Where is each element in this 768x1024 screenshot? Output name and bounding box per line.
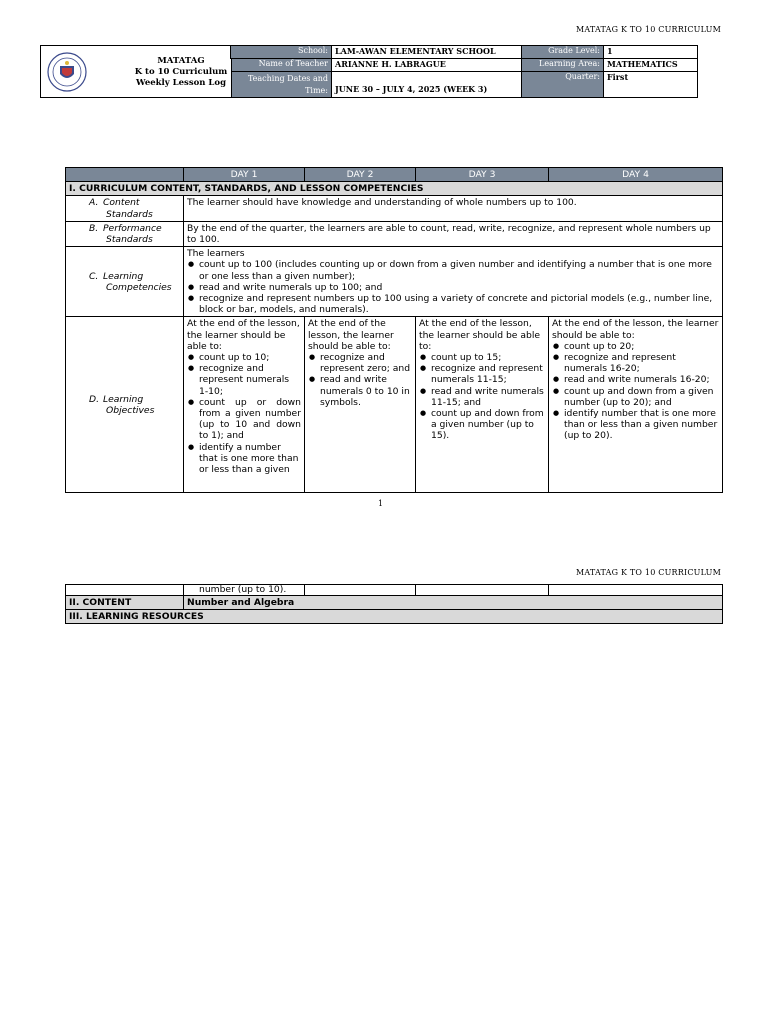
section-1-row: [66, 182, 723, 196]
list-item: ● count up or down from a given number (up to 10 and down to 1); and: [187, 397, 301, 442]
continued-blank-4: [549, 585, 723, 596]
objectives-label-1: Learning: [103, 393, 144, 405]
objectives-row: [66, 317, 723, 493]
title-line-3: Weekly Lesson Log: [135, 78, 227, 88]
competencies-label: [66, 247, 184, 317]
day-3-objectives: [416, 317, 549, 493]
day-4-list: [552, 341, 719, 442]
quarter-label: Quarter:: [521, 71, 604, 98]
competencies-intro: The learners: [187, 248, 245, 260]
page-number: 1: [378, 499, 384, 508]
deped-seal-icon: [47, 52, 87, 92]
list-item: ● recognize and represent zero; and: [308, 352, 412, 374]
day-4-header: DAY 4: [549, 168, 723, 182]
content-row: [66, 596, 723, 610]
school-value: LAM-AWAN ELEMENTARY SCHOOL: [331, 45, 522, 59]
day-1-header: DAY 1: [184, 168, 305, 182]
school-label: School:: [230, 45, 332, 59]
day-3-list: [419, 352, 545, 442]
dates-value: JUNE 30 – JULY 4, 2025 (WEEK 3): [331, 71, 522, 98]
teacher-value: ARIANNE H. LABRAGUE: [331, 58, 522, 72]
performance-standards-row: [66, 221, 723, 246]
section-1-title: I. CURRICULUM CONTENT, STANDARDS, AND LESSON COMPETENCIES: [66, 182, 723, 196]
grade-value: 1: [603, 45, 698, 59]
continued-row: [66, 585, 723, 596]
competencies-row: [66, 247, 723, 317]
continued-blank: [66, 585, 184, 596]
performance-standards-letter: B.: [89, 222, 99, 234]
lesson-log-header: [40, 45, 698, 98]
day-4-intro: At the end of the lesson, the learner should be able to:: [552, 318, 719, 341]
title-line-1: MATATAG: [157, 56, 205, 66]
continued-blank-3: [416, 585, 549, 596]
competencies-text: [184, 247, 723, 317]
content-standards-label-2: Standards: [106, 208, 153, 220]
list-item: ● count up to 100 (includes counting up or down from a given number and identifying a number that is one more or one less than a given number);: [187, 259, 719, 281]
area-value: MATHEMATICS: [603, 58, 698, 72]
objectives-label: [66, 317, 184, 493]
content-value: Number and Algebra: [184, 596, 723, 610]
performance-standards-label: [66, 221, 184, 246]
dates-label-line-2: Time:: [305, 86, 328, 95]
day-2-intro: At the end of the lesson, the learner should be able to:: [308, 318, 394, 352]
list-item: ● recognize and represent numbers up to 100 using a variety of concrete and pictorial models (e.g., number line, block or bar, models, and numerals).: [187, 293, 719, 315]
performance-standards-label-2: Standards: [106, 234, 153, 246]
competencies-letter: C.: [89, 270, 99, 282]
content-label: II. CONTENT: [66, 596, 184, 610]
day-3-header: DAY 3: [416, 168, 549, 182]
day-2-objectives: [305, 317, 416, 493]
day-1-list: [187, 352, 301, 475]
content-standards-letter: A.: [89, 197, 99, 209]
lesson-log-table: [65, 167, 723, 493]
content-standards-row: [66, 196, 723, 221]
day-2-list: [308, 352, 412, 408]
competencies-list: [187, 259, 719, 315]
list-item: ● recognize and represent numerals 11-15;: [419, 363, 545, 385]
day-2-header: DAY 2: [305, 168, 416, 182]
teacher-label: Name of Teacher: [231, 58, 332, 72]
competencies-label-2: Competencies: [106, 281, 172, 293]
list-item: ● read and write numerals 16-20;: [552, 374, 719, 385]
header-blank: [66, 168, 184, 182]
continued-blank-2: [305, 585, 416, 596]
list-item: ● count up to 20;: [552, 341, 719, 352]
running-head-page-2: MATATAG K TO 10 CURRICULUM: [575, 568, 721, 577]
list-item: ● read and write numerals 11-15; and: [419, 386, 545, 408]
resources-label: III. LEARNING RESOURCES: [66, 610, 723, 624]
list-item: ● count up and down from a given number (up to 20); and: [552, 386, 719, 408]
performance-standards-label-1: Performance: [103, 222, 162, 234]
content-standards-label: [66, 196, 184, 221]
competencies-label-1: Learning: [103, 270, 144, 282]
day-3-intro: At the end of the lesson, the learner should be able to:: [419, 318, 541, 352]
content-standards-text: The learner should have knowledge and understanding of whole numbers up to 100.: [184, 196, 723, 221]
title-line-2: K to 10 Curriculum: [134, 67, 228, 77]
quarter-value: First: [603, 71, 698, 98]
list-item: ● read and write numerals 0 to 10 in symbols.: [308, 374, 412, 408]
area-label: Learning Area:: [521, 58, 604, 72]
lesson-log-table-continued: [65, 584, 723, 624]
objectives-label-2: Objectives: [106, 404, 155, 416]
list-item: ● recognize and represent numerals 16-20;: [552, 352, 719, 374]
list-item: ● recognize and represent numerals 1-10;: [187, 363, 301, 397]
resources-row: [66, 610, 723, 624]
objectives-letter: D.: [89, 393, 99, 405]
performance-standards-text: By the end of the quarter, the learners are able to count, read, write, recognize, and represent whole numbers up to 100.: [184, 221, 723, 246]
day-header-row: [66, 168, 723, 182]
list-item: ● count up to 15;: [419, 352, 545, 363]
list-item: ● identify number that is one more than or less than a given number (up to 20).: [552, 408, 719, 442]
grade-label: Grade Level:: [521, 45, 604, 59]
list-item: ● count up to 10;: [187, 352, 301, 363]
day-1-intro: At the end of the lesson, the learner should be able to:: [187, 318, 300, 352]
day-1-objectives: [184, 317, 305, 493]
dates-label-line-1: Teaching Dates and: [247, 74, 328, 83]
list-item: ● read and write numerals up to 100; and: [187, 282, 719, 293]
day-4-objectives: [549, 317, 723, 493]
continued-text: number (up to 10).: [184, 585, 305, 596]
content-standards-label-1: Content: [103, 197, 140, 209]
dates-label: [231, 71, 332, 98]
list-item: ● count up and down from a given number (up to 15).: [419, 408, 545, 442]
list-item: ● identify a number that is one more than or less than a given: [187, 442, 301, 476]
running-head: MATATAG K TO 10 CURRICULUM: [575, 25, 721, 34]
